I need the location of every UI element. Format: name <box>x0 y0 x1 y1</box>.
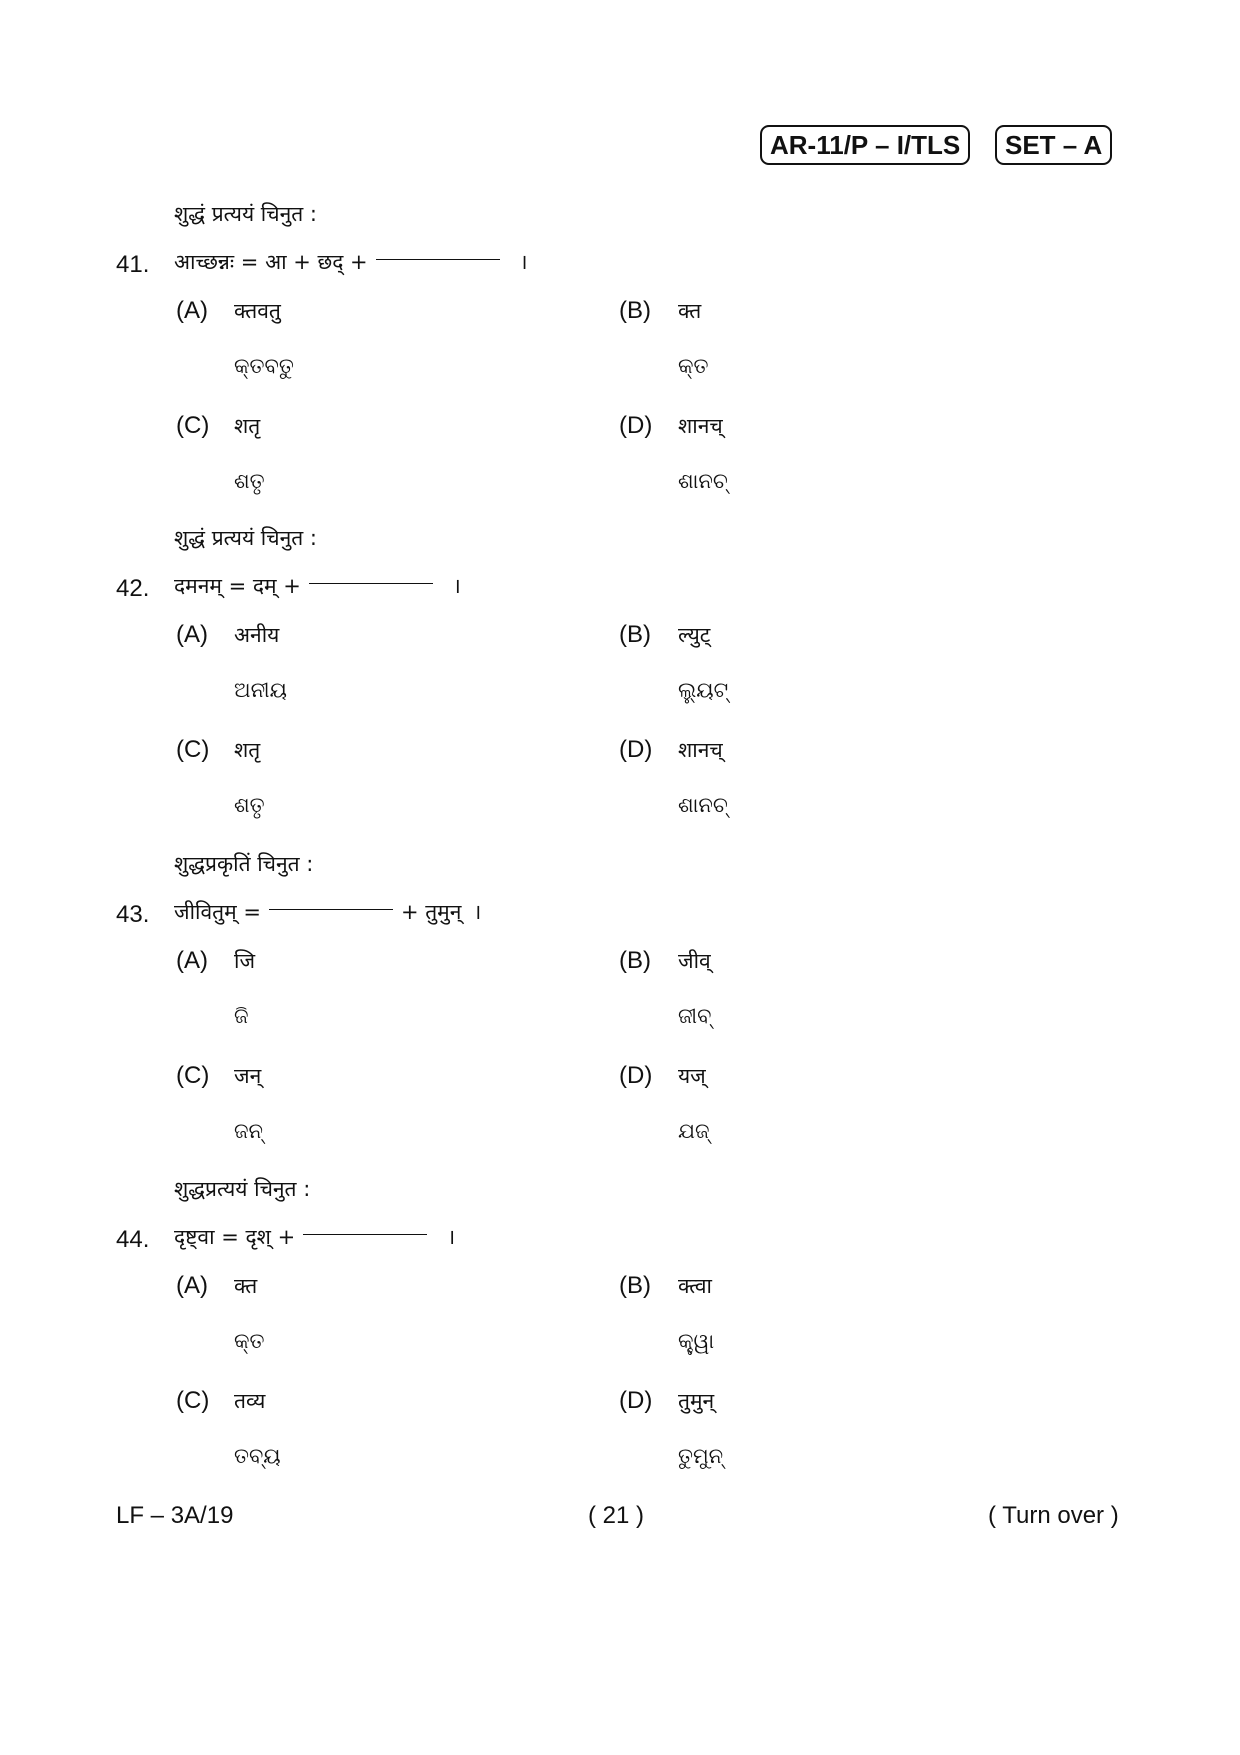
option-text-devanagari: क्त <box>234 1274 258 1298</box>
option-text-odia: ଜୀବ୍ <box>678 1004 712 1028</box>
option-letter: (A) <box>176 947 208 974</box>
option-letter: (A) <box>176 1272 208 1299</box>
option-text-devanagari: शतृ <box>234 414 261 438</box>
option-text-devanagari: क्त <box>678 299 702 323</box>
option-text-odia: ଶତୃ <box>234 469 265 493</box>
option-letter: (B) <box>619 1272 651 1299</box>
option-text-odia: ତବ୍ୟ <box>234 1444 281 1468</box>
paper-code-box: AR-11/P – I/TLS <box>760 125 970 165</box>
option-text-devanagari: जीव् <box>678 949 711 973</box>
option-letter: (B) <box>619 621 651 648</box>
question-instruction: शुद्धप्रत्ययं चिनुत : <box>174 1177 311 1201</box>
question-end-mark: । <box>473 900 482 924</box>
option-text-devanagari: ल्युट् <box>678 623 711 647</box>
option-text-odia: ଶାନଚ୍ <box>678 469 728 493</box>
option-text-odia: ଲ୍ୟୁଟ୍ <box>678 678 729 702</box>
option-letter: (D) <box>619 736 653 763</box>
question-number: 44. <box>116 1226 150 1253</box>
question-number: 42. <box>116 575 150 602</box>
option-text-devanagari: क्त्वा <box>678 1274 712 1298</box>
option-text-odia: ତୁମୁନ୍ <box>678 1444 724 1468</box>
question-text <box>174 572 461 600</box>
question-text <box>174 248 528 276</box>
option-text-devanagari: शानच् <box>678 414 723 438</box>
option-text-odia: ଅନୀୟ <box>234 678 287 702</box>
option-letter: (D) <box>619 1387 653 1414</box>
option-letter: (B) <box>619 947 651 974</box>
question-end-mark: । <box>452 574 461 598</box>
question-lhs: दमनम् = दम् + <box>174 574 301 598</box>
option-text-odia: କ୍ତ୍ୱା <box>678 1329 715 1353</box>
option-letter: (B) <box>619 297 651 324</box>
option-text-odia: ଶତୃ <box>234 793 265 817</box>
option-text-odia: ଯଜ୍ <box>678 1119 710 1143</box>
option-text-odia: ଶାନଚ୍ <box>678 793 728 817</box>
option-text-odia: ଜି <box>234 1004 249 1028</box>
question-lhs: जीवितुम् = <box>174 900 261 924</box>
option-text-odia: କ୍ତ <box>234 1329 265 1353</box>
set-code-box: SET – A <box>995 125 1112 165</box>
option-text-devanagari: तव्य <box>234 1389 266 1413</box>
answer-blank <box>309 583 433 584</box>
option-text-odia: ଜନ୍ <box>234 1119 263 1143</box>
question-end-mark: । <box>519 250 528 274</box>
answer-blank <box>303 1234 427 1235</box>
option-letter: (C) <box>176 1062 210 1089</box>
question-text <box>174 898 481 926</box>
turn-over-note: ( Turn over ) <box>988 1502 1119 1529</box>
option-text-devanagari: अनीय <box>234 623 280 647</box>
option-text-devanagari: शतृ <box>234 738 261 762</box>
option-text-devanagari: शानच् <box>678 738 723 762</box>
question-text <box>174 1223 455 1251</box>
option-text-devanagari: क्तवतु <box>234 299 281 323</box>
question-instruction: शुद्धप्रकृतिं चिनुत : <box>174 852 314 876</box>
option-letter: (D) <box>619 412 653 439</box>
option-text-odia: କ୍ତ <box>678 354 709 378</box>
option-text-devanagari: जन् <box>234 1064 262 1088</box>
question-number: 41. <box>116 251 150 278</box>
page-number: ( 21 ) <box>588 1502 645 1529</box>
footer-code: LF – 3A/19 <box>116 1502 234 1529</box>
option-letter: (C) <box>176 412 210 439</box>
question-lhs: आच्छन्नः = आ + छद् + <box>174 250 368 274</box>
answer-blank <box>269 909 393 910</box>
option-text-devanagari: जि <box>234 949 256 973</box>
option-text-devanagari: तुमुन् <box>678 1389 715 1413</box>
question-rhs: + तुमुन् <box>400 900 462 924</box>
option-letter: (C) <box>176 736 210 763</box>
answer-blank <box>376 259 500 260</box>
option-text-devanagari: यज् <box>678 1064 706 1088</box>
option-letter: (C) <box>176 1387 210 1414</box>
option-letter: (A) <box>176 297 208 324</box>
option-text-odia: କ୍ତବତୁ <box>234 354 294 378</box>
question-instruction: शुद्धं प्रत्ययं चिनुत : <box>174 526 317 550</box>
option-letter: (D) <box>619 1062 653 1089</box>
question-number: 43. <box>116 901 150 928</box>
question-instruction: शुद्धं प्रत्ययं चिनुत : <box>174 202 317 226</box>
question-lhs: दृष्ट्वा = दृश् + <box>174 1225 296 1249</box>
question-end-mark: । <box>447 1225 456 1249</box>
option-letter: (A) <box>176 621 208 648</box>
